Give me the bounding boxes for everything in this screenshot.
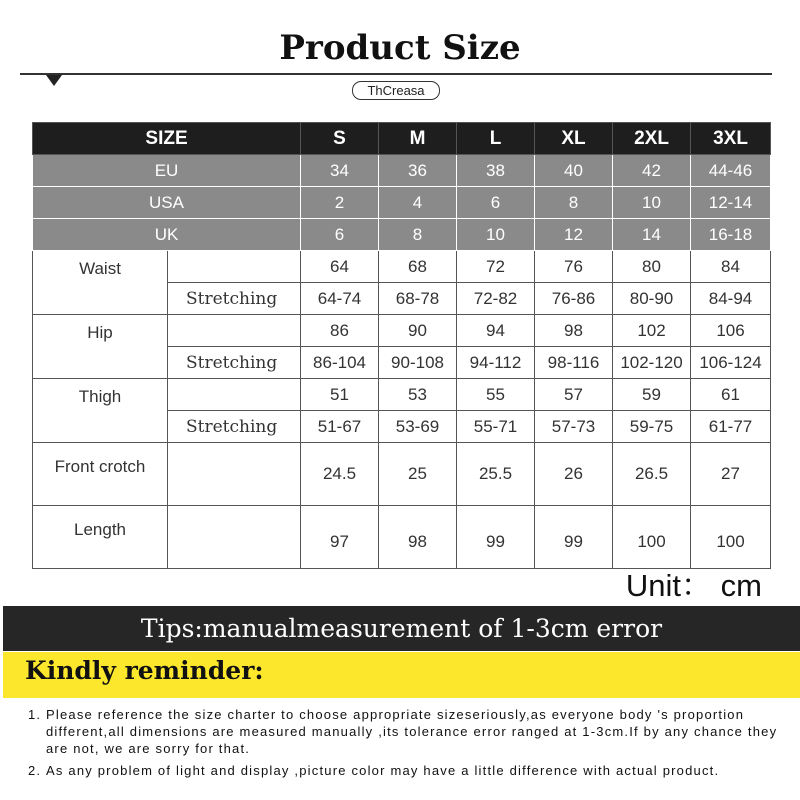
table-cell: 8 (535, 187, 613, 219)
table-cell: 84 (691, 251, 771, 283)
table-cell: 4 (379, 187, 457, 219)
table-cell: 100 (691, 506, 771, 569)
table-cell: 51-67 (301, 411, 379, 443)
table-cell: 12-14 (691, 187, 771, 219)
empty-cell (168, 379, 301, 411)
usa-size-row (33, 187, 771, 219)
table-cell: 6 (457, 187, 535, 219)
table-cell: 98 (535, 315, 613, 347)
table-cell: 64 (301, 251, 379, 283)
page-title: Product Size (279, 28, 521, 68)
title-divider (20, 73, 772, 75)
table-cell: 25.5 (457, 443, 535, 506)
table-cell: 10 (613, 187, 691, 219)
table-cell: 102-120 (613, 347, 691, 379)
measurement-label: Front crotch (33, 443, 168, 506)
stretching-label: Stretching (168, 283, 301, 315)
table-cell: 36 (379, 155, 457, 187)
table-cell: 40 (535, 155, 613, 187)
table-cell: 72 (457, 251, 535, 283)
table-cell: 106 (691, 315, 771, 347)
measurement-label: Length (33, 506, 168, 569)
note-text: As any problem of light and display ,picture color may have a little difference with actual product. (46, 763, 720, 778)
table-cell: 76 (535, 251, 613, 283)
measurement-label: Hip (33, 315, 168, 379)
table-cell: 80 (613, 251, 691, 283)
table-cell: 106-124 (691, 347, 771, 379)
empty-cell (168, 506, 301, 569)
measurement-label: Waist (33, 251, 168, 315)
table-cell: 100 (613, 506, 691, 569)
stretching-label: Stretching (168, 411, 301, 443)
reminder-title: Kindly reminder: (25, 656, 264, 685)
brand-badge: ThCreasa (352, 81, 440, 100)
table-cell: 97 (301, 506, 379, 569)
table-cell: 26.5 (613, 443, 691, 506)
table-cell: 2 (301, 187, 379, 219)
table-cell: 53-69 (379, 411, 457, 443)
front-crotch-row (33, 443, 771, 506)
table-cell: 24.5 (301, 443, 379, 506)
row-label: USA (33, 187, 301, 219)
table-cell: 86-104 (301, 347, 379, 379)
table-cell: 98-116 (535, 347, 613, 379)
table-cell: 27 (691, 443, 771, 506)
table-cell: 8 (379, 219, 457, 251)
list-item (28, 706, 788, 757)
table-cell: 26 (535, 443, 613, 506)
table-cell: 84-94 (691, 283, 771, 315)
table-cell: 76-86 (535, 283, 613, 315)
table-cell: 61 (691, 379, 771, 411)
empty-cell (168, 443, 301, 506)
size-header-cell: S (301, 123, 379, 155)
table-cell: 42 (613, 155, 691, 187)
stretching-label: Stretching (168, 347, 301, 379)
table-cell: 61-77 (691, 411, 771, 443)
note-number: 1. (28, 707, 42, 722)
table-cell: 38 (457, 155, 535, 187)
table-cell: 51 (301, 379, 379, 411)
table-cell: 55-71 (457, 411, 535, 443)
eu-size-row (33, 155, 771, 187)
triangle-down-icon (46, 75, 62, 86)
table-cell: 68-78 (379, 283, 457, 315)
table-cell: 86 (301, 315, 379, 347)
unit-label: Unit： cm (625, 568, 762, 603)
table-cell: 55 (457, 379, 535, 411)
table-cell: 57 (535, 379, 613, 411)
table-cell: 90-108 (379, 347, 457, 379)
table-cell: 34 (301, 155, 379, 187)
uk-size-row (33, 219, 771, 251)
hip-row (33, 315, 771, 347)
tips-banner: Tips:manualmeasurement of 1-3cm error (3, 606, 800, 651)
measurement-label: Thigh (33, 379, 168, 443)
empty-cell (168, 315, 301, 347)
table-cell: 10 (457, 219, 535, 251)
table-cell: 64-74 (301, 283, 379, 315)
table-cell: 14 (613, 219, 691, 251)
size-chart-table (32, 122, 771, 569)
table-cell: 16-18 (691, 219, 771, 251)
thigh-row (33, 379, 771, 411)
table-cell: 59 (613, 379, 691, 411)
size-header-cell: L (457, 123, 535, 155)
table-cell: 80-90 (613, 283, 691, 315)
table-cell: 12 (535, 219, 613, 251)
size-header-cell: 3XL (691, 123, 771, 155)
table-cell: 25 (379, 443, 457, 506)
table-cell: 99 (457, 506, 535, 569)
table-cell: 94 (457, 315, 535, 347)
table-cell: 94-112 (457, 347, 535, 379)
table-cell: 98 (379, 506, 457, 569)
table-cell: 6 (301, 219, 379, 251)
size-header-cell: XL (535, 123, 613, 155)
list-item (28, 762, 788, 779)
size-header-label: SIZE (33, 123, 301, 155)
reminder-banner (3, 652, 800, 698)
row-label: UK (33, 219, 301, 251)
table-cell: 68 (379, 251, 457, 283)
row-label: EU (33, 155, 301, 187)
size-header-cell: M (379, 123, 457, 155)
table-cell: 53 (379, 379, 457, 411)
note-number: 2. (28, 763, 42, 778)
waist-row (33, 251, 771, 283)
size-header-row (33, 123, 771, 155)
size-header-cell: 2XL (613, 123, 691, 155)
table-cell: 102 (613, 315, 691, 347)
table-cell: 90 (379, 315, 457, 347)
note-text: Please reference the size charter to choose appropriate sizeseriously,as everyone body 's proportion different,all dimensions are measured manually ,its tolerance error ranged at 1-3cm.If by any chance they are not, we are sorry for that. (46, 707, 778, 756)
table-cell: 57-73 (535, 411, 613, 443)
table-cell: 59-75 (613, 411, 691, 443)
table-cell: 44-46 (691, 155, 771, 187)
reminder-notes (28, 706, 788, 784)
table-cell: 99 (535, 506, 613, 569)
table-cell: 72-82 (457, 283, 535, 315)
empty-cell (168, 251, 301, 283)
